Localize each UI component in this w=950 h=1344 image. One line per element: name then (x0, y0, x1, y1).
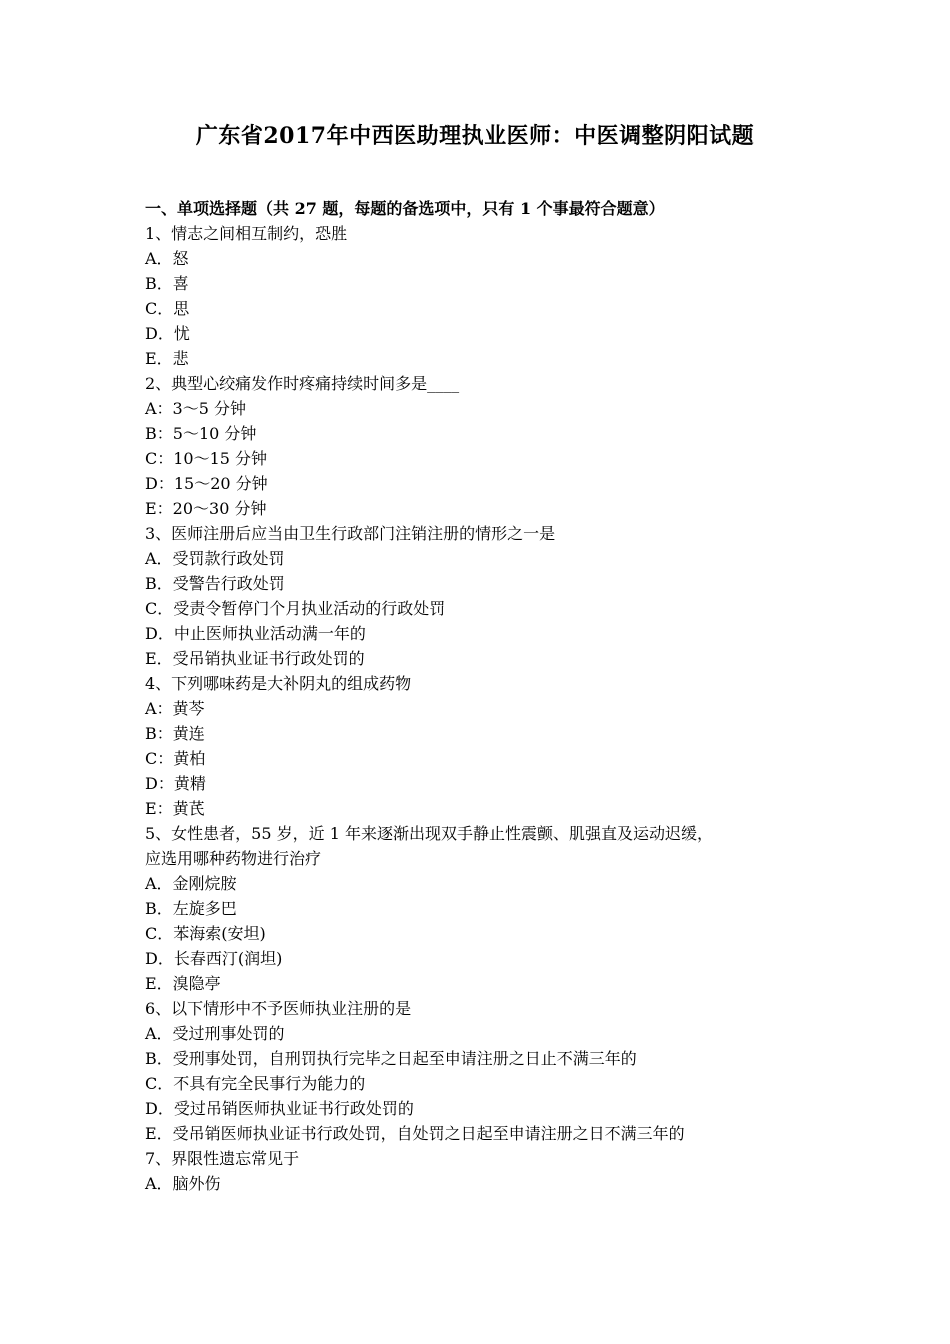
option-b: B．受刑事处罚，自刑罚执行完毕之日起至申请注册之日止不满三年的 (145, 1049, 637, 1068)
document-title: 广东省2017年中西医助理执业医师：中医调整阴阳试题 (195, 123, 755, 149)
option-c: C：10～15 分钟 (145, 449, 268, 468)
option-a: A．怒 (145, 249, 189, 268)
question-text: 1、情志之间相互制约，恐胜 (145, 224, 348, 243)
option-a: A：黄芩 (145, 699, 205, 718)
question-1 (145, 221, 825, 371)
question-text: 6、以下情形中不予医师执业注册的是 (145, 999, 412, 1018)
option-c: C．苯海索(安坦) (145, 924, 266, 943)
question-text: 4、下列哪味药是大补阴丸的组成药物 (145, 674, 412, 693)
option-b: B．喜 (145, 274, 189, 293)
question-6 (145, 996, 825, 1146)
option-e: E：20～30 分钟 (145, 499, 267, 518)
option-d: D．中止医师执业活动满一年的 (145, 624, 366, 643)
option-c: C．不具有完全民事行为能力的 (145, 1074, 366, 1093)
option-a: A：3～5 分钟 (145, 399, 247, 418)
question-4 (145, 671, 825, 821)
option-c: C．受责令暂停门个月执业活动的行政处罚 (145, 599, 446, 618)
question-2 (145, 371, 825, 521)
option-d: D：黄精 (145, 774, 206, 793)
option-d: D．忧 (145, 324, 190, 343)
option-e: E：黄芪 (145, 799, 205, 818)
option-b: B：黄连 (145, 724, 205, 743)
option-e: E．受吊销医师执业证书行政处罚，自处罚之日起至申请注册之日不满三年的 (145, 1124, 685, 1143)
question-3 (145, 521, 825, 671)
question-5 (145, 821, 825, 996)
question-text: 7、界限性遗忘常见于 (145, 1149, 300, 1168)
option-d: D．受过吊销医师执业证书行政处罚的 (145, 1099, 414, 1118)
option-b: B．左旋多巴 (145, 899, 237, 918)
question-text: 5、女性患者，55 岁，近 1 年来逐渐出现双手静止性震颤、肌强直及运动迟缓， (145, 824, 713, 843)
option-c: C．思 (145, 299, 190, 318)
option-a: A．脑外伤 (145, 1174, 221, 1193)
question-text: 3、医师注册后应当由卫生行政部门注销注册的情形之一是 (145, 524, 556, 543)
option-b: B：5～10 分钟 (145, 424, 257, 443)
option-e: E．溴隐亭 (145, 974, 221, 993)
option-d: D．长春西汀(润坦) (145, 949, 283, 968)
section-heading: 一、单项选择题（共 27 题，每题的备选项中，只有 1 个事最符合题意） (145, 199, 665, 218)
option-e: E．悲 (145, 349, 189, 368)
option-e: E．受吊销执业证书行政处罚的 (145, 649, 365, 668)
question-text-continued: 应选用哪种药物进行治疗 (145, 849, 322, 868)
option-a: A．金刚烷胺 (145, 874, 237, 893)
option-b: B．受警告行政处罚 (145, 574, 285, 593)
document-body (145, 196, 825, 1196)
option-c: C：黄柏 (145, 749, 206, 768)
question-7 (145, 1146, 825, 1196)
option-a: A．受过刑事处罚的 (145, 1024, 285, 1043)
option-d: D：15～20 分钟 (145, 474, 268, 493)
option-a: A．受罚款行政处罚 (145, 549, 285, 568)
question-text: 2、典型心绞痛发作时疼痛持续时间多是____ (145, 374, 460, 393)
